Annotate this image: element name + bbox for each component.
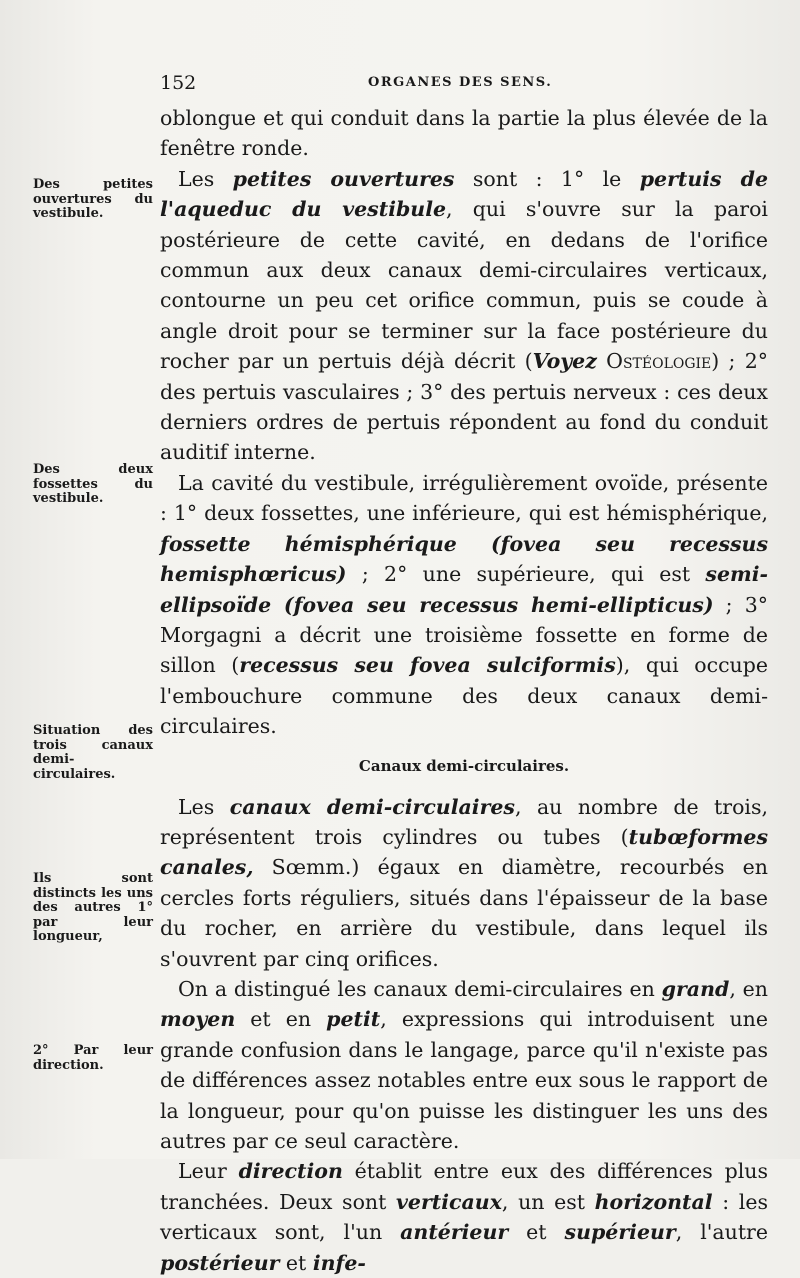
- page-header: [160, 72, 760, 98]
- emphasis-text: infe-: [312, 1250, 366, 1275]
- text-run: , au nombre de trois, représentent trois cylindres ou tubes (: [160, 794, 769, 849]
- text-run: Sœmm.) égaux en diamètre, recourbés en cercles forts réguliers, situés dans l'épaisseur de la base du rocher, en arrière du vestibule, dans lequel ils s'ouvrent par cinq orifices.: [160, 855, 768, 971]
- text-run: , un est: [501, 1189, 595, 1214]
- emphasis-text: verticaux: [396, 1189, 502, 1214]
- page-number: 152: [160, 72, 197, 94]
- text-run: sont : 1° le: [454, 166, 640, 191]
- text-run: : les verticaux sont, l'un: [160, 1189, 768, 1245]
- text-run: oblongue et qui conduit dans la partie la plus élevée de la fenêtre ronde.: [160, 106, 768, 161]
- text-run: ) ; 2° des pertuis vasculaires ; 3° des pertuis nerveux : ces deux derniers ordres de pertuis répondent au fond du conduit auditif interne.: [160, 349, 768, 465]
- text-run: ; 2° une supérieure, qui est: [346, 562, 706, 587]
- text-run: et en: [235, 1007, 327, 1032]
- paragraph: [160, 164, 768, 468]
- emphasis-text: postérieur: [160, 1250, 280, 1275]
- text-run: et: [508, 1220, 565, 1245]
- text-run: , en: [729, 976, 768, 1001]
- text-run: établit entre eux des différences plus tranchées. Deux sont: [160, 1159, 768, 1214]
- emphasis-text: supérieur: [564, 1220, 676, 1245]
- margin-note: Des deux fossettes du vestibule.: [33, 462, 153, 506]
- emphasis-text: canaux demi-circulaires: [229, 794, 515, 819]
- text-run: On a distingué les canaux demi-circulaires en: [178, 976, 662, 1001]
- emphasis-text: grand: [661, 976, 730, 1001]
- paragraph: [160, 792, 768, 974]
- text-run: ; 3° Morgagni a décrit une troisième fossette en forme de sillon (: [160, 592, 769, 678]
- emphasis-text: pertuis de l'aqueduc du vestibule: [160, 166, 768, 222]
- margin-note: Ils sont distincts les uns des autres 1° par leur longueur,: [33, 871, 153, 944]
- text-run: Les: [178, 794, 230, 819]
- emphasis-text: antérieur: [400, 1220, 509, 1245]
- paragraph: [160, 974, 768, 1156]
- section-title: Canaux demi-circulaires.: [358, 756, 570, 775]
- text-run: et: [279, 1250, 313, 1275]
- text-run: Les: [178, 166, 233, 191]
- body-text: [160, 103, 768, 1278]
- emphasis-text: petit: [326, 1007, 381, 1032]
- text-run: Leur: [178, 1159, 239, 1184]
- text-run: Ostéologie: [606, 349, 712, 374]
- margin-note: Situation des trois canaux demi-circulaires.: [33, 723, 153, 782]
- text-run: , l'autre: [675, 1220, 768, 1245]
- emphasis-text: direction: [238, 1159, 343, 1184]
- emphasis-text: petites ouvertures: [232, 166, 455, 191]
- running-title: ORGANES DES SENS.: [368, 75, 553, 90]
- emphasis-text: tubœformes canales,: [160, 824, 768, 880]
- text-run: , expressions qui introduisent une grande confusion dans le langage, parce qu'il n'existe pas de différences assez notables entre eux sous le rapport de la longueur, pour qu'on puisse les distinguer les uns des autres par ce seul caractère.: [160, 1007, 768, 1153]
- margin-note: 2° Par leur direction.: [33, 1043, 153, 1073]
- emphasis-text: semi-ellipsoïde (fovea seu recessus hemi-ellipticus): [160, 562, 768, 617]
- text-run: ), qui occupe l'embouchure commune des deux canaux demi-circulaires.: [160, 653, 769, 739]
- emphasis-text: Voyez: [532, 349, 597, 374]
- text-run: , qui s'ouvre sur la paroi postérieure de cette cavité, en dedans de l'orifice commun aux deux canaux demi-circulaires verticaux, contourne un peu cet orifice commun, puis se coude à angle droit pour se terminer sur la face postérieure du rocher par un pertuis déjà décrit (: [160, 197, 768, 374]
- margin-note: Des petites ouvertures du vestibule.: [33, 177, 153, 221]
- emphasis-text: moyen: [160, 1007, 236, 1032]
- paragraph: [160, 468, 768, 742]
- text-run: La cavité du vestibule, irrégulièrement ovoïde, présente : 1° deux fossettes, une inférieure, qui est hémisphérique,: [160, 470, 768, 526]
- emphasis-text: horizontal: [594, 1189, 713, 1214]
- paragraph: [160, 1156, 768, 1278]
- emphasis-text: fossette hémisphérique (fovea seu recessus hemisphœricus): [160, 531, 768, 587]
- emphasis-text: recessus seu fovea sulciformis: [239, 653, 616, 678]
- paragraph: [160, 103, 768, 164]
